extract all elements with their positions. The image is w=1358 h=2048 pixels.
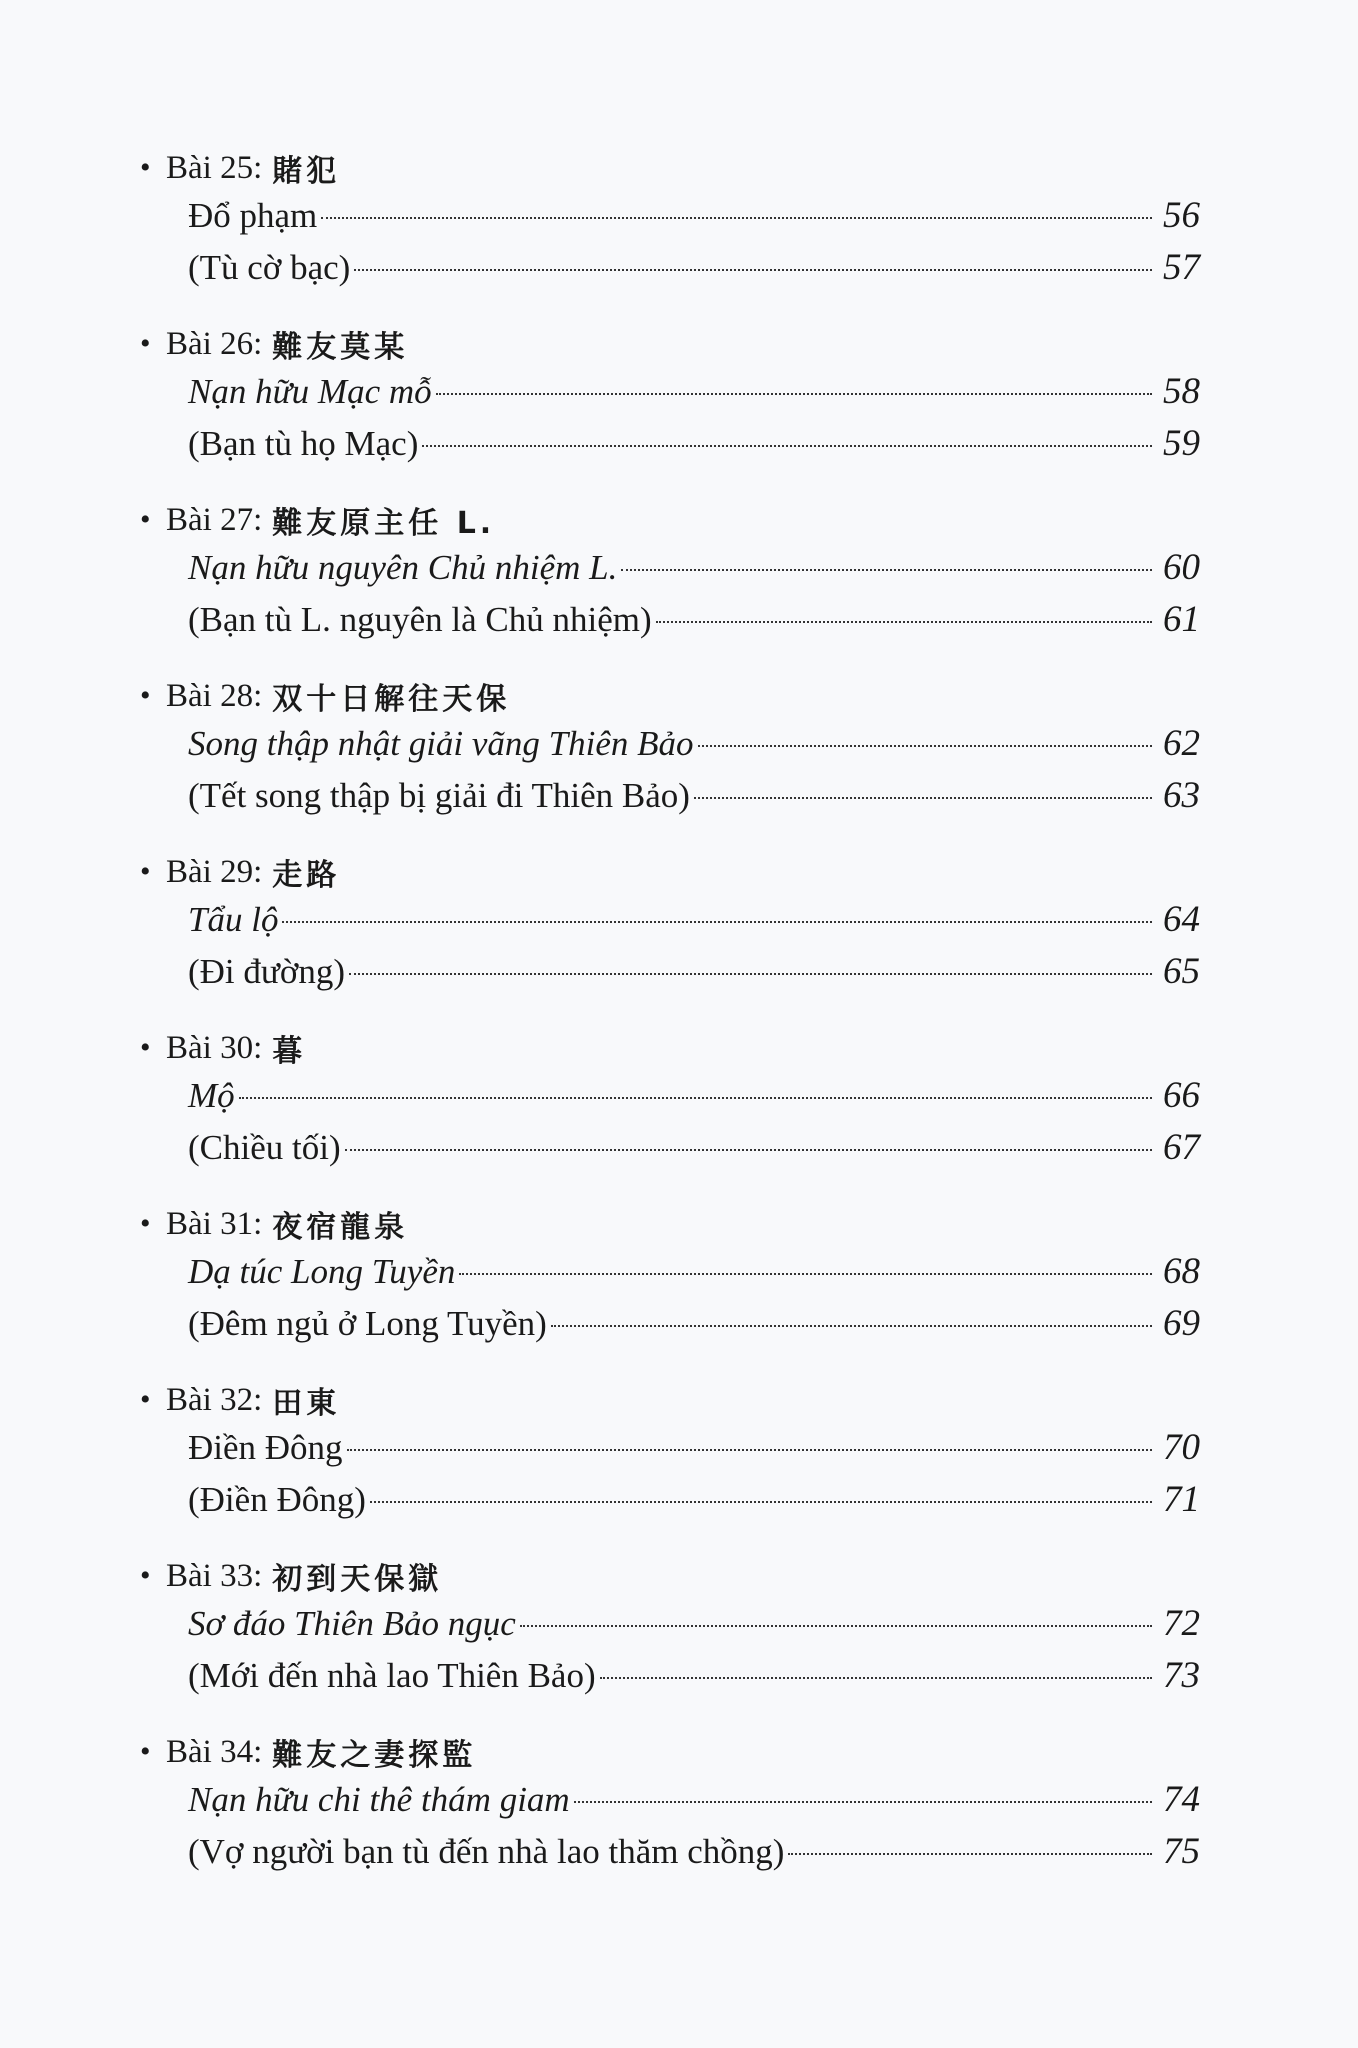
entry-heading [140, 1374, 1200, 1426]
lesson-number: Bài 33: [166, 1557, 263, 1594]
entry-gloss: (Chiều tối) [188, 1128, 341, 1167]
table-of-contents [140, 142, 1200, 1902]
bullet: • [140, 679, 151, 712]
dot-leader [354, 269, 1152, 271]
toc-entry-34 [140, 1726, 1200, 1902]
lesson-number: Bài 31: [166, 1205, 263, 1242]
lesson-number: Bài 34: [166, 1733, 263, 1770]
entry-gloss: (Mới đến nhà lao Thiên Bảo) [188, 1656, 596, 1695]
lesson-number: Bài 27: [166, 501, 263, 538]
page-number: 61 [1163, 599, 1200, 640]
han-title: 賭犯 [272, 154, 341, 189]
page-number: 72 [1163, 1603, 1200, 1644]
entry-title: Nạn hữu nguyên Chủ nhiệm L. [188, 548, 618, 587]
gloss-line [140, 1126, 1200, 1178]
page-number: 69 [1163, 1303, 1200, 1344]
dot-leader [370, 1501, 1152, 1503]
title-line [140, 1778, 1200, 1830]
lesson-number: Bài 30: [166, 1029, 263, 1066]
lesson-number: Bài 28: [166, 677, 263, 714]
page-number: 71 [1163, 1479, 1200, 1520]
title-line [140, 722, 1200, 774]
bullet: • [140, 1559, 151, 1592]
entry-gloss: (Tết song thập bị giải đi Thiên Bảo) [188, 776, 690, 815]
entry-title: Mộ [188, 1076, 235, 1115]
page-number: 65 [1163, 951, 1200, 992]
dot-leader [600, 1677, 1152, 1679]
dot-leader [574, 1801, 1152, 1803]
bullet: • [140, 503, 151, 536]
dot-leader [694, 797, 1152, 799]
dot-leader [656, 621, 1152, 623]
entry-title: Nạn hữu chi thê thám giam [188, 1780, 570, 1819]
bullet: • [140, 1207, 151, 1240]
entry-title: Tẩu lộ [188, 900, 279, 939]
dot-leader [621, 569, 1152, 571]
entry-title: Điền Đông [188, 1428, 343, 1467]
entry-title: Đổ phạm [188, 196, 318, 235]
dot-leader [321, 217, 1152, 219]
han-title: 難友莫某 [272, 330, 409, 365]
entry-heading [140, 1198, 1200, 1250]
entry-gloss: (Bạn tù L. nguyên là Chủ nhiệm) [188, 600, 652, 639]
dot-leader [345, 1149, 1152, 1151]
han-title: 走路 [272, 858, 341, 893]
dot-leader [520, 1625, 1152, 1627]
page-number: 73 [1163, 1655, 1200, 1696]
han-title: 田東 [272, 1386, 341, 1421]
page-number: 75 [1163, 1831, 1200, 1872]
toc-entry-29 [140, 846, 1200, 1022]
gloss-line [140, 1478, 1200, 1530]
entry-heading [140, 846, 1200, 898]
dot-leader [551, 1325, 1152, 1327]
gloss-line [140, 598, 1200, 650]
lesson-number: Bài 29: [166, 853, 263, 890]
gloss-line [140, 422, 1200, 474]
gloss-line [140, 246, 1200, 298]
title-line [140, 1250, 1200, 1302]
lesson-number: Bài 26: [166, 325, 263, 362]
han-title: 難友之妻探監 [272, 1738, 477, 1773]
entry-title: Song thập nhật giải vãng Thiên Bảo [188, 724, 694, 763]
page-number: 70 [1163, 1427, 1200, 1468]
toc-entry-33 [140, 1550, 1200, 1726]
entry-heading [140, 670, 1200, 722]
title-line [140, 1602, 1200, 1654]
bullet: • [140, 151, 151, 184]
bullet: • [140, 1383, 151, 1416]
entry-heading [140, 1550, 1200, 1602]
toc-entry-30 [140, 1022, 1200, 1198]
bullet: • [140, 855, 151, 888]
han-title: 双十日解往天保 [272, 682, 511, 717]
page-number: 56 [1163, 195, 1200, 236]
entry-gloss: (Đêm ngủ ở Long Tuyền) [188, 1304, 547, 1343]
title-line [140, 1426, 1200, 1478]
entry-heading [140, 494, 1200, 546]
page-number: 57 [1163, 247, 1200, 288]
page-number: 68 [1163, 1251, 1200, 1292]
page-number: 59 [1163, 423, 1200, 464]
han-title: 難友原主任 L. [272, 506, 496, 541]
toc-entry-26 [140, 318, 1200, 494]
page-number: 58 [1163, 371, 1200, 412]
page-number: 60 [1163, 547, 1200, 588]
lesson-number: Bài 25: [166, 149, 263, 186]
gloss-line [140, 1830, 1200, 1882]
entry-heading [140, 1726, 1200, 1778]
entry-title: Sơ đáo Thiên Bảo ngục [188, 1604, 516, 1643]
page-number: 62 [1163, 723, 1200, 764]
han-title: 夜宿龍泉 [272, 1210, 409, 1245]
page-number: 66 [1163, 1075, 1200, 1116]
gloss-line [140, 1302, 1200, 1354]
gloss-line [140, 774, 1200, 826]
han-title: 初到天保獄 [272, 1562, 443, 1597]
title-line [140, 898, 1200, 950]
entry-gloss: (Vợ người bạn tù đến nhà lao thăm chồng) [188, 1832, 785, 1871]
entry-heading [140, 318, 1200, 370]
entry-gloss: (Đi đường) [188, 952, 346, 991]
entry-gloss: (Tù cờ bạc) [188, 248, 351, 287]
entry-heading [140, 142, 1200, 194]
lesson-number: Bài 32: [166, 1381, 263, 1418]
page-number: 63 [1163, 775, 1200, 816]
dot-leader [788, 1853, 1152, 1855]
bullet: • [140, 1735, 151, 1768]
dot-leader [347, 1449, 1152, 1451]
entry-title: Nạn hữu Mạc mỗ [188, 372, 432, 411]
toc-entry-27 [140, 494, 1200, 670]
dot-leader [459, 1273, 1152, 1275]
dot-leader [349, 973, 1152, 975]
page-number: 74 [1163, 1779, 1200, 1820]
entry-heading [140, 1022, 1200, 1074]
title-line [140, 1074, 1200, 1126]
han-title: 暮 [272, 1034, 307, 1069]
toc-entry-32 [140, 1374, 1200, 1550]
title-line [140, 194, 1200, 246]
title-line [140, 546, 1200, 598]
entry-gloss: (Điền Đông) [188, 1480, 366, 1519]
page-number: 67 [1163, 1127, 1200, 1168]
toc-entry-31 [140, 1198, 1200, 1374]
dot-leader [239, 1097, 1152, 1099]
gloss-line [140, 950, 1200, 1002]
bullet: • [140, 327, 151, 360]
toc-entry-28 [140, 670, 1200, 846]
dot-leader [436, 393, 1152, 395]
entry-gloss: (Bạn tù họ Mạc) [188, 424, 419, 463]
dot-leader [422, 445, 1152, 447]
dot-leader [282, 921, 1152, 923]
title-line [140, 370, 1200, 422]
toc-entry-25 [140, 142, 1200, 318]
bullet: • [140, 1031, 151, 1064]
page-number: 64 [1163, 899, 1200, 940]
gloss-line [140, 1654, 1200, 1706]
entry-title: Dạ túc Long Tuyền [188, 1252, 456, 1291]
dot-leader [698, 745, 1152, 747]
